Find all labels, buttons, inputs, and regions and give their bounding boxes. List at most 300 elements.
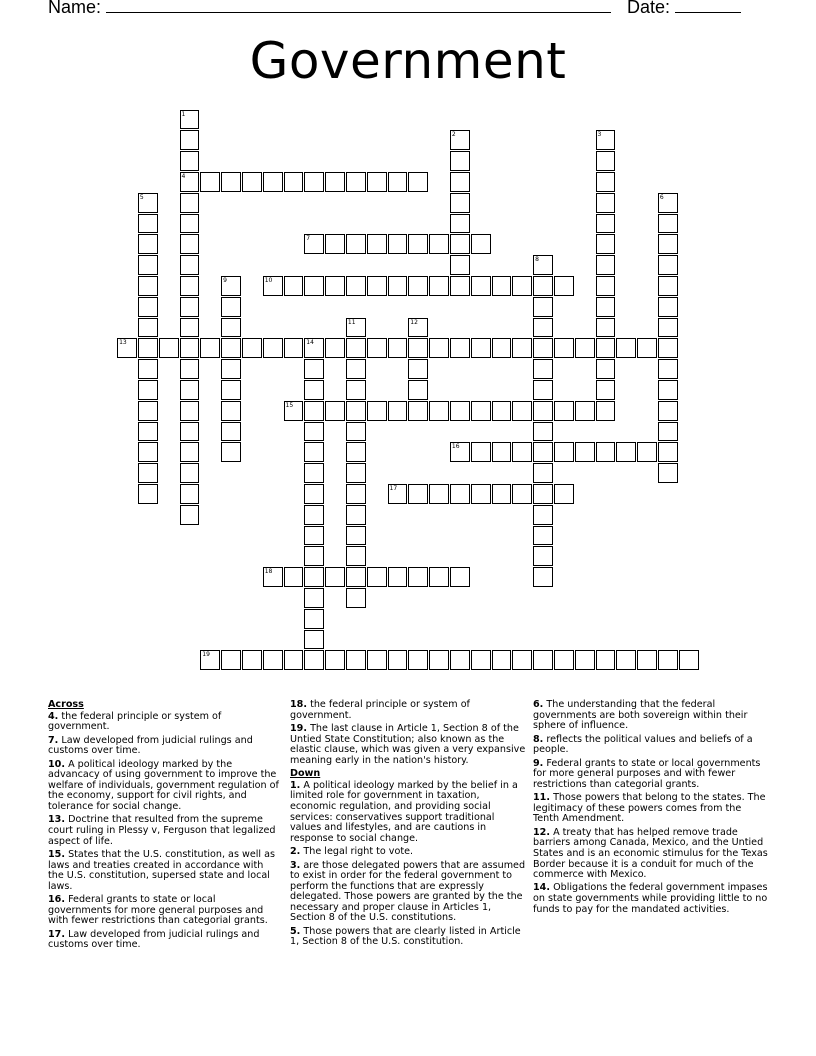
grid-cell[interactable] [450,484,470,504]
grid-cell[interactable] [138,338,158,358]
grid-cell[interactable] [325,172,345,192]
grid-cell[interactable] [596,276,616,296]
grid-cell[interactable] [429,567,449,587]
grid-cell[interactable] [180,505,200,525]
grid-cell[interactable] [616,442,636,462]
grid-cell[interactable] [471,276,491,296]
grid-cell[interactable] [221,442,241,462]
grid-cell[interactable] [180,234,200,254]
grid-cell[interactable] [180,318,200,338]
grid-cell[interactable] [637,338,657,358]
grid-cell[interactable] [512,338,532,358]
grid-cell[interactable] [263,650,283,670]
grid-cell[interactable] [200,650,220,670]
clue-item [533,700,768,732]
clue-item-number: 16. [48,894,65,906]
grid-cell[interactable] [346,359,366,379]
grid-cell[interactable] [200,338,220,358]
grid-cell[interactable] [180,463,200,483]
grid-cell[interactable] [180,110,200,130]
clue-item-number: 6. [533,699,544,710]
grid-cell[interactable] [180,484,200,504]
grid-cell[interactable] [388,276,408,296]
grid-cell[interactable] [596,338,616,358]
grid-cell[interactable] [138,297,158,317]
clue-item-number: 14. [533,882,550,894]
grid-cell[interactable] [492,276,512,296]
grid-cell[interactable] [325,338,345,358]
grid-cell[interactable] [408,338,428,358]
grid-cell[interactable] [263,276,283,296]
clue-item [48,712,282,733]
grid-cell[interactable] [637,650,657,670]
grid-cell[interactable] [325,567,345,587]
grid-cell[interactable] [284,338,304,358]
grid-cell[interactable] [221,318,241,338]
clue-item-text: Law developed from judicial rulings and customs over time. [48,734,253,757]
grid-cell[interactable] [138,318,158,338]
clues-column-3 [533,700,768,918]
grid-cell[interactable] [575,650,595,670]
grid-cell[interactable] [658,338,678,358]
clue-number: 6 [659,193,664,201]
grid-cell[interactable] [180,255,200,275]
grid-cell[interactable] [450,234,470,254]
grid-cell[interactable] [408,172,428,192]
grid-cell[interactable] [596,193,616,213]
grid-cell[interactable] [180,442,200,462]
grid-cell[interactable] [512,276,532,296]
grid-cell[interactable] [450,650,470,670]
grid-cell[interactable] [367,338,387,358]
grid-cell[interactable] [658,422,678,442]
grid-cell[interactable] [450,338,470,358]
clue-number: 5 [139,193,144,201]
clue-item-number: 4. [48,710,59,722]
grid-cell[interactable] [596,214,616,234]
grid-cell[interactable] [304,463,324,483]
grid-cell[interactable] [325,401,345,421]
grid-cell[interactable] [388,234,408,254]
grid-cell[interactable] [367,567,387,587]
grid-cell[interactable] [658,650,678,670]
grid-cell[interactable] [388,484,408,504]
grid-cell[interactable] [346,338,366,358]
grid-cell[interactable] [221,338,241,358]
clue-item-number: 11. [533,792,550,804]
grid-cell[interactable] [554,650,574,670]
clue-number: 11 [347,318,356,326]
grid-cell[interactable] [367,401,387,421]
clue-number: 8 [535,256,539,264]
clue-item [290,724,526,766]
clue-item-number: 19. [290,722,307,734]
grid-cell[interactable] [616,650,636,670]
clue-item [48,736,282,757]
grid-cell[interactable] [429,234,449,254]
grid-cell[interactable] [304,234,324,254]
grid-cell[interactable] [658,214,678,234]
grid-cell[interactable] [408,380,428,400]
grid-cell[interactable] [450,130,470,150]
grid-cell[interactable] [533,546,553,566]
grid-cell[interactable] [138,442,158,462]
grid-cell[interactable] [242,172,262,192]
grid-cell[interactable] [450,214,470,234]
grid-cell[interactable] [533,526,553,546]
grid-cell[interactable] [180,130,200,150]
grid-cell[interactable] [554,484,574,504]
clue-item [48,895,282,927]
grid-cell[interactable] [221,359,241,379]
clue-number: 1 [181,110,186,118]
grid-cell[interactable] [325,650,345,670]
clue-item-number: 7. [48,734,59,746]
grid-cell[interactable] [471,401,491,421]
grid-cell[interactable] [367,172,387,192]
grid-cell[interactable] [596,234,616,254]
clue-item-text: are those delegated powers that are assumed to exist in order for the federal government to perform the functions that are expressly delegated. Those powers are granted by the the necessary and proper clause in Articles 1, Section 8 of the U.S. constitutions. [290,859,526,924]
grid-cell[interactable] [388,338,408,358]
grid-cell[interactable] [367,234,387,254]
grid-cell[interactable] [679,650,699,670]
grid-cell[interactable] [117,338,137,358]
grid-cell[interactable] [471,484,491,504]
grid-cell[interactable] [304,546,324,566]
grid-cell[interactable] [408,234,428,254]
clue-number: 10 [264,277,273,284]
clue-number: 14 [306,339,314,347]
grid-cell[interactable] [554,442,574,462]
clues-column-1 [48,700,282,954]
grid-cell[interactable] [221,422,241,442]
grid-cell[interactable] [180,193,200,213]
grid-cell[interactable] [533,318,553,338]
grid-cell[interactable] [533,297,553,317]
grid-cell[interactable] [533,650,553,670]
grid-cell[interactable] [533,380,553,400]
clue-number: 19 [202,651,210,659]
grid-cell[interactable] [408,359,428,379]
grid-cell[interactable] [554,401,574,421]
grid-cell[interactable] [450,151,470,171]
grid-cell[interactable] [304,172,324,192]
grid-cell[interactable] [346,484,366,504]
grid-cell[interactable] [408,401,428,421]
grid-cell[interactable] [138,193,158,213]
clue-number: 12 [410,318,418,326]
grid-cell[interactable] [346,380,366,400]
grid-cell[interactable] [575,338,595,358]
grid-cell[interactable] [200,172,220,192]
grid-cell[interactable] [533,484,553,504]
grid-cell[interactable] [533,276,553,296]
grid-cell[interactable] [596,380,616,400]
grid-cell[interactable] [138,234,158,254]
clue-item-text: Law developed from judicial rulings and customs over time. [48,928,260,951]
grid-cell[interactable] [596,359,616,379]
grid-cell[interactable] [325,234,345,254]
grid-cell[interactable] [596,318,616,338]
grid-cell[interactable] [138,255,158,275]
clue-number: 18 [264,568,273,576]
grid-cell[interactable] [304,567,324,587]
clue-number: 2 [451,131,456,139]
grid-cell[interactable] [180,380,200,400]
clue-item [48,815,282,847]
grid-cell[interactable] [367,650,387,670]
clue-item-text: Those powers that belong to the states. The legitimacy of these powers comes from the Tenth Amendment. [533,792,766,825]
grid-cell[interactable] [304,338,324,358]
grid-cell[interactable] [221,172,241,192]
grid-cell[interactable] [304,630,324,650]
grid-cell[interactable] [533,442,553,462]
grid-cell[interactable] [367,276,387,296]
grid-cell[interactable] [408,318,428,338]
grid-cell[interactable] [304,505,324,525]
grid-cell[interactable] [346,588,366,608]
grid-cell[interactable] [450,442,470,462]
grid-cell[interactable] [658,297,678,317]
clue-item-text: The last clause in Article 1, Section 8 of the Untied State Constitution; also known as the elastic clause, which was given a very expansive meaning early in the nation's history. [290,722,526,766]
clue-item [48,930,282,951]
grid-cell[interactable] [492,401,512,421]
grid-cell[interactable] [138,401,158,421]
clue-item-text: A treaty that has helped remove trade barriers among Canada, Mexico, and the Untied States and is an economic stimulus for the Texas Border because it is a conduit for much of the commerce with Mexico. [533,826,768,881]
clue-number: 7 [306,235,311,243]
grid-cell[interactable] [304,359,324,379]
grid-cell[interactable] [263,172,283,192]
grid-cell[interactable] [533,359,553,379]
grid-cell[interactable] [284,172,304,192]
clue-number: 16 [451,443,460,451]
grid-cell[interactable] [450,567,470,587]
grid-cell[interactable] [512,650,532,670]
grid-cell[interactable] [221,297,241,317]
grid-cell[interactable] [180,214,200,234]
grid-cell[interactable] [533,505,553,525]
grid-cell[interactable] [658,276,678,296]
grid-cell[interactable] [533,255,553,275]
grid-cell[interactable] [138,380,158,400]
grid-cell[interactable] [512,401,532,421]
grid-cell[interactable] [346,442,366,462]
grid-cell[interactable] [346,234,366,254]
grid-cell[interactable] [596,172,616,192]
grid-cell[interactable] [554,338,574,358]
grid-cell[interactable] [533,463,553,483]
grid-cell[interactable] [492,484,512,504]
grid-cell[interactable] [304,401,324,421]
clue-item-text: A political ideology marked by the advancacy of using government to improve the welfare of individuals, government regulation of the economy, support for civil rights, and tolerance for social change. [48,758,279,812]
grid-cell[interactable] [325,276,345,296]
grid-cell[interactable] [284,567,304,587]
grid-cell[interactable] [450,401,470,421]
grid-cell[interactable] [180,422,200,442]
clue-item [290,781,526,845]
grid-cell[interactable] [575,442,595,462]
grid-cell[interactable] [450,276,470,296]
grid-cell[interactable] [180,297,200,317]
grid-cell[interactable] [658,359,678,379]
grid-cell[interactable] [596,401,616,421]
grid-cell[interactable] [138,463,158,483]
grid-cell[interactable] [554,276,574,296]
grid-cell[interactable] [492,338,512,358]
grid-cell[interactable] [304,442,324,462]
grid-cell[interactable] [138,214,158,234]
grid-cell[interactable] [221,380,241,400]
clue-item-number: 12. [533,826,550,838]
grid-cell[interactable] [304,484,324,504]
grid-cell[interactable] [388,401,408,421]
grid-cell[interactable] [346,172,366,192]
grid-cell[interactable] [284,276,304,296]
grid-cell[interactable] [637,442,657,462]
grid-cell[interactable] [658,193,678,213]
grid-cell[interactable] [450,172,470,192]
grid-cell[interactable] [180,359,200,379]
grid-cell[interactable] [429,484,449,504]
grid-cell[interactable] [180,172,200,192]
grid-cell[interactable] [471,234,491,254]
clue-item-number: 13. [48,814,65,826]
grid-cell[interactable] [221,401,241,421]
grid-cell[interactable] [263,567,283,587]
grid-cell[interactable] [304,526,324,546]
grid-cell[interactable] [658,442,678,462]
grid-cell[interactable] [596,297,616,317]
clue-item-number: 18. [290,699,307,710]
grid-cell[interactable] [346,318,366,338]
grid-cell[interactable] [388,172,408,192]
grid-cell[interactable] [284,401,304,421]
grid-cell[interactable] [180,151,200,171]
grid-cell[interactable] [533,338,553,358]
grid-cell[interactable] [159,338,179,358]
page-title: Government [249,32,567,90]
clue-item [48,760,282,813]
grid-cell[interactable] [304,380,324,400]
grid-cell[interactable] [180,276,200,296]
grid-cell[interactable] [304,650,324,670]
grid-cell[interactable] [429,338,449,358]
grid-cell[interactable] [658,255,678,275]
grid-cell[interactable] [429,650,449,670]
clue-item [533,759,768,791]
clues-column-2 [290,700,526,951]
grid-cell[interactable] [658,318,678,338]
clue-item-text: Those powers that are clearly listed in Article 1, Section 8 of the U.S. constitution. [290,925,521,948]
grid-cell[interactable] [596,151,616,171]
grid-cell[interactable] [346,463,366,483]
clue-number: 13 [119,339,127,347]
clue-item-number: 10. [48,758,65,770]
grid-cell[interactable] [346,505,366,525]
grid-cell[interactable] [450,193,470,213]
grid-cell[interactable] [138,422,158,442]
grid-cell[interactable] [492,650,512,670]
grid-cell[interactable] [471,442,491,462]
grid-cell[interactable] [284,650,304,670]
clue-item [533,793,768,825]
grid-cell[interactable] [512,442,532,462]
grid-cell[interactable] [304,609,324,629]
clue-item-text: A political ideology marked by the belief in a limited role for government in taxation, economic regulation, and providing social services: conservatives support traditional values and lifestyles, and are cautions in response to social change. [290,779,518,844]
grid-cell[interactable] [138,276,158,296]
grid-cell[interactable] [346,422,366,442]
clue-item-text: Doctrine that resulted from the supreme court ruling in Plessy v, Ferguson that legalized aspect of life. [48,814,276,847]
grid-cell[interactable] [304,588,324,608]
grid-cell[interactable] [429,401,449,421]
grid-cell[interactable] [533,401,553,421]
grid-cell[interactable] [408,484,428,504]
grid-cell[interactable] [471,338,491,358]
grid-cell[interactable] [658,463,678,483]
clue-item-text: The understanding that the federal governments are both sovereign within their sphere of influence. [533,699,748,732]
grid-cell[interactable] [388,567,408,587]
grid-cell[interactable] [242,650,262,670]
grid-cell[interactable] [429,276,449,296]
grid-cell[interactable] [596,442,616,462]
grid-cell[interactable] [138,484,158,504]
grid-cell[interactable] [346,546,366,566]
grid-cell[interactable] [450,255,470,275]
clue-item [290,861,526,925]
grid-cell[interactable] [616,338,636,358]
clue-item-number: 9. [533,757,544,769]
grid-cell[interactable] [492,442,512,462]
grid-cell[interactable] [408,650,428,670]
grid-cell[interactable] [408,276,428,296]
grid-cell[interactable] [388,650,408,670]
clue-number: 9 [223,277,227,284]
grid-cell[interactable] [180,401,200,421]
grid-cell[interactable] [596,650,616,670]
grid-cell[interactable] [408,567,428,587]
grid-cell[interactable] [658,234,678,254]
grid-cell[interactable] [512,484,532,504]
grid-cell[interactable] [304,422,324,442]
grid-cell[interactable] [221,650,241,670]
grid-cell[interactable] [263,338,283,358]
grid-cell[interactable] [346,526,366,546]
clue-item [533,828,768,881]
grid-cell[interactable] [533,422,553,442]
grid-cell[interactable] [533,567,553,587]
grid-cell[interactable] [596,255,616,275]
grid-cell[interactable] [221,276,241,296]
grid-cell[interactable] [346,650,366,670]
grid-cell[interactable] [180,338,200,358]
grid-cell[interactable] [658,401,678,421]
grid-cell[interactable] [596,130,616,150]
grid-cell[interactable] [242,338,262,358]
clue-number: 4 [181,173,186,180]
grid-cell[interactable] [658,380,678,400]
date-label: Date: [627,0,671,17]
clue-item [533,883,768,915]
grid-cell[interactable] [138,359,158,379]
grid-cell[interactable] [304,276,324,296]
grid-cell[interactable] [471,650,491,670]
clue-number: 3 [597,131,602,139]
grid-cell[interactable] [346,401,366,421]
clue-item [290,927,526,948]
grid-cell[interactable] [346,567,366,587]
grid-cell[interactable] [575,401,595,421]
grid-cell[interactable] [346,276,366,296]
